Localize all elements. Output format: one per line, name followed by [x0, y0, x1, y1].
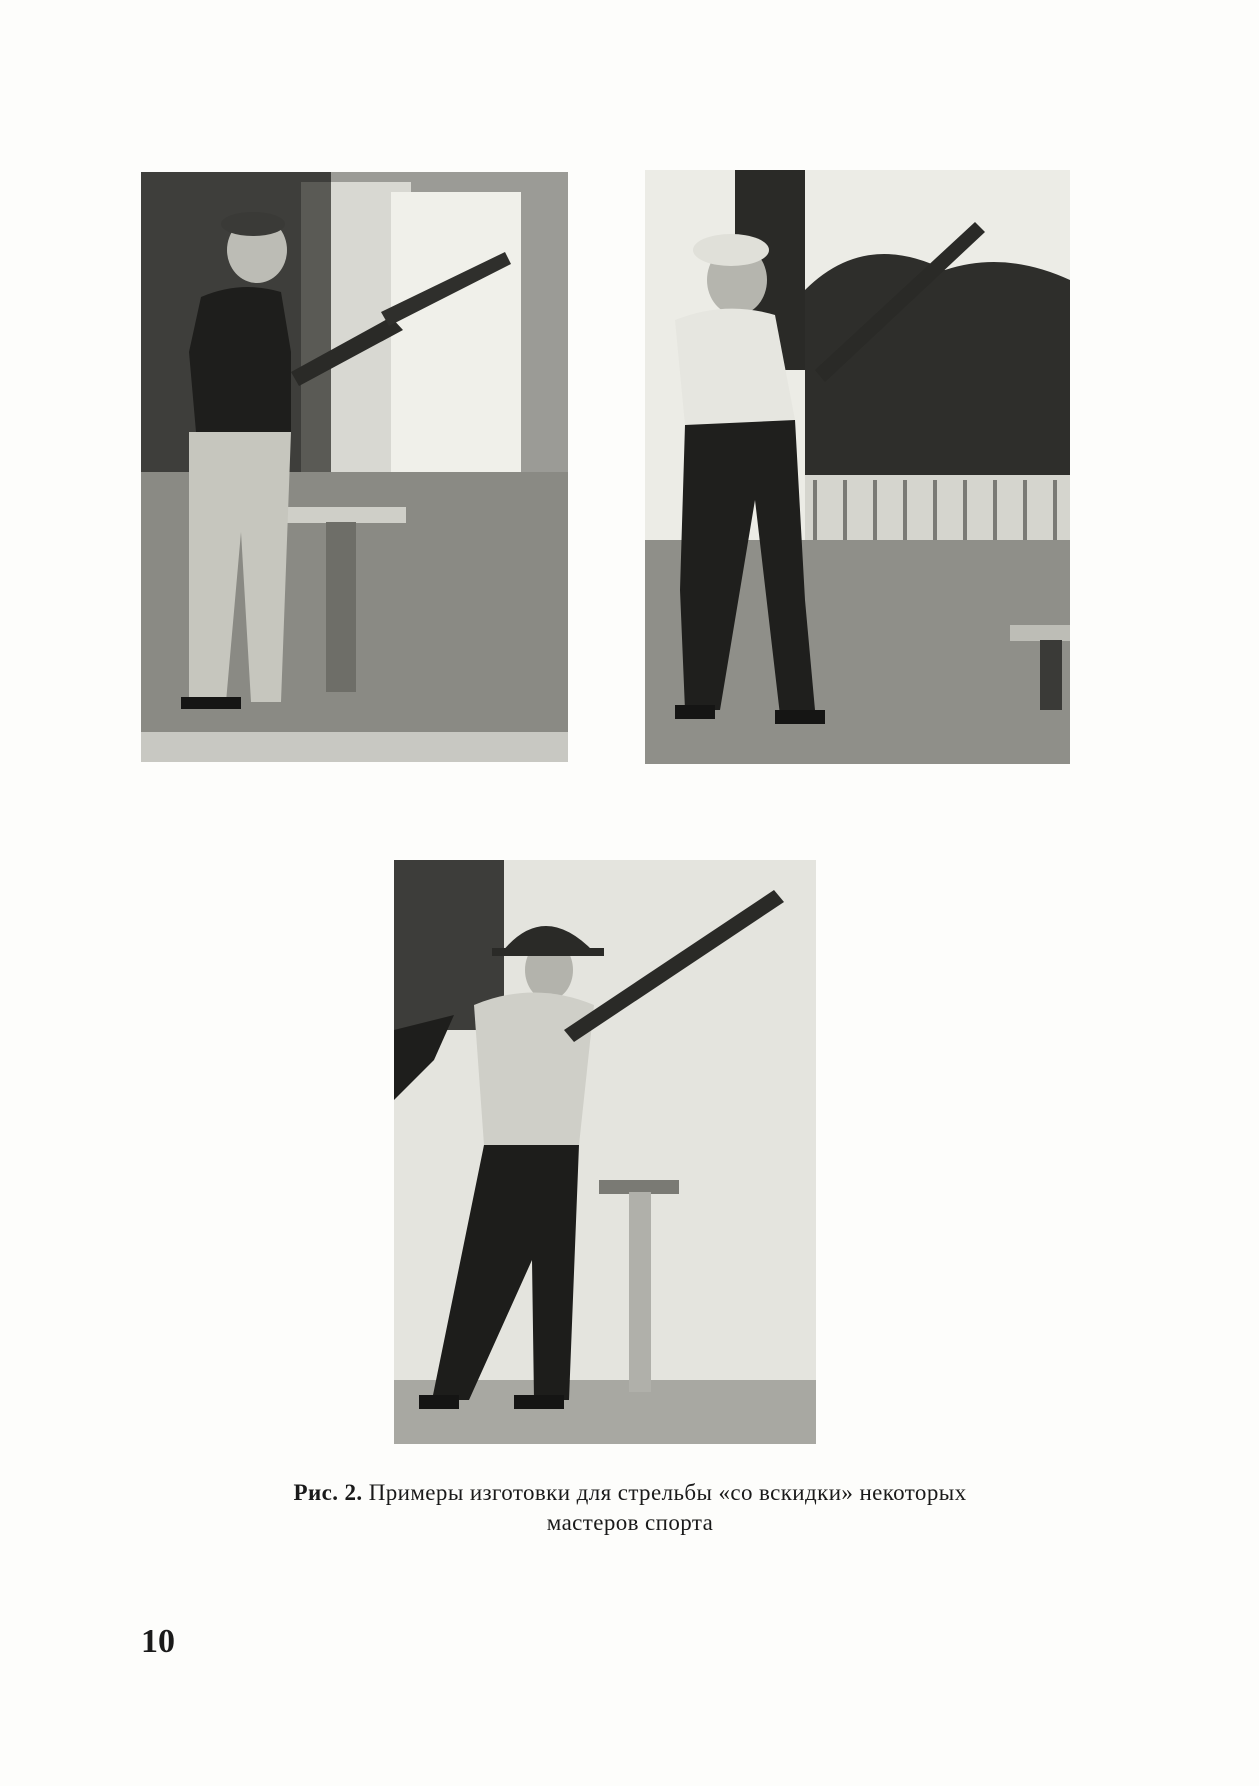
figure-photo-3 [394, 860, 816, 1444]
figure-label: Рис. 2. [293, 1480, 363, 1505]
figure-caption [140, 1478, 1120, 1538]
figure-caption-line1: Примеры изготовки для стрельбы «со вскидки» некоторых [368, 1480, 967, 1505]
figure-photo-1 [141, 172, 568, 762]
photo-shooter-cap-fence [645, 170, 1070, 764]
photo-shooter-cap-glasses [141, 172, 568, 762]
figure-photo-2 [645, 170, 1070, 764]
figure-caption-line2: мастеров спорта [546, 1510, 714, 1535]
page-number: 10 [141, 1623, 175, 1660]
photo-shooter-hat-post [394, 860, 816, 1444]
